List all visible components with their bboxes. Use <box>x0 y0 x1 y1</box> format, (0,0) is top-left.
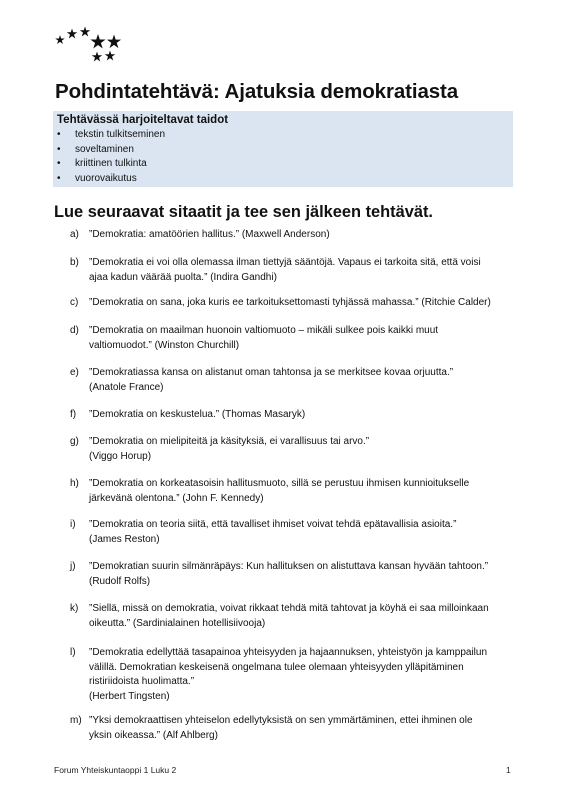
quote-line: ”Siellä, missä on demokratia, voivat rikkaat tehdä mitä tahtovat ja köyhä ei saa milloinkaan <box>89 603 489 614</box>
quote-letter: a) <box>70 229 79 240</box>
quote-line: (Rudolf Rolfs) <box>89 575 151 587</box>
quote-letter: l) <box>70 647 76 658</box>
quote-letter: h) <box>70 478 79 489</box>
skills-box <box>53 111 513 187</box>
bullet-icon: • <box>57 172 61 184</box>
page-number: 1 <box>506 765 511 775</box>
quote-line: ”Demokratia edellyttää tasapainoa yhteisyyden ja hajaannuksen, yhteistyön ja kamppailun <box>89 647 488 658</box>
quote-letter: k) <box>70 603 79 614</box>
quote-letter: g) <box>70 436 79 447</box>
quote-item <box>70 296 549 311</box>
footer-source: Forum Yhteiskuntaoppi 1 Luku 2 <box>54 765 177 775</box>
quote-line: ”Demokratiassa kansa on alistanut oman tahtonsa ja se merkitsee kovaa orjuutta.” <box>89 367 454 378</box>
quote-item <box>70 518 549 547</box>
quote-letter: d) <box>70 325 79 336</box>
skills-list-item: • vuorovaikutus <box>57 172 509 187</box>
skills-list <box>57 128 509 186</box>
skills-list-item: • tekstin tulkitseminen <box>57 128 509 143</box>
quote-letter: m) <box>70 715 82 726</box>
quote-letter: j) <box>70 561 76 572</box>
quote-item <box>70 714 549 743</box>
quote-item <box>70 408 549 423</box>
page-title: Pohdintatehtävä: Ajatuksia demokratiasta <box>55 80 459 103</box>
quote-letter: f) <box>70 409 77 420</box>
quote-letter: e) <box>70 367 79 378</box>
quote-line: (Anatole France) <box>89 381 164 393</box>
quote-line: ristiriidoista huolimatta.” <box>89 676 195 688</box>
quote-line: (Herbert Tingsten) <box>89 690 170 702</box>
quote-line: ”Demokratia on teoria siitä, että tavalliset ihmiset voivat tehdä epätavallisia asioita.” <box>89 519 457 530</box>
quote-item <box>70 228 549 243</box>
quote-line: ”Demokratia on mielipiteitä ja käsityksiä, ei varallisuus tai arvo.” <box>89 436 370 447</box>
quote-item <box>70 477 549 506</box>
quote-item <box>70 602 549 631</box>
skills-list-item: • soveltaminen <box>57 143 509 158</box>
quote-letter: c) <box>70 297 79 308</box>
quote-item <box>70 435 549 464</box>
quote-line: oikeutta.” (Sardinialainen hotellisiivooja) <box>89 617 266 629</box>
quote-line: valtiomuodot.” (Winston Churchill) <box>89 339 240 351</box>
quote-line: ”Demokratia on korkeatasoisin hallitusmuoto, sillä se perustuu ihmisen kunnioitukselle <box>89 478 470 489</box>
quote-line: ”Yksi demokraattisen yhteiselon edellytyksistä on sen ymmärtäminen, ettei ihminen ole <box>89 715 473 726</box>
bullet-icon: • <box>57 129 61 140</box>
quote-item <box>70 324 549 353</box>
instructions-heading: Lue seuraavat sitaatit ja tee sen jälkeen tehtävät. <box>54 203 433 221</box>
quote-line: välillä. Demokratian keskeisenä ongelmana tulee olemaan yhteisyyden ylläpitäminen <box>89 661 464 673</box>
quote-line: ajaa kadun väärää puolta.” (Indira Gandhi) <box>89 271 277 283</box>
stars-logo-icon <box>52 26 124 66</box>
quote-line: ”Demokratia on sana, joka kuris ee tarkoituksettomasti tyhjässä mahassa.” (Ritchie Calder) <box>89 297 491 308</box>
skills-heading: Tehtävässä harjoiteltavat taidot <box>57 114 229 126</box>
quote-list <box>70 228 530 748</box>
quote-letter: i) <box>70 519 76 530</box>
bullet-icon: • <box>57 143 61 155</box>
quote-item <box>70 646 549 704</box>
skills-list-item: • kriittinen tulkinta <box>57 157 509 172</box>
quote-line: järkevänä olentona.” (John F. Kennedy) <box>89 492 264 504</box>
quote-line: ”Demokratia ei voi olla olemassa ilman tiettyjä sääntöjä. Vapaus ei tarkoita sitä, että voisi <box>89 257 481 268</box>
quote-item <box>70 366 549 395</box>
quote-line: yksin oikeassa.” (Alf Ahlberg) <box>89 729 218 741</box>
quote-item <box>70 560 549 589</box>
quote-line: (Viggo Horup) <box>89 450 152 462</box>
quote-line: ”Demokratia: amatöörien hallitus.” (Maxwell Anderson) <box>89 229 330 240</box>
quote-letter: b) <box>70 257 79 268</box>
quote-line: ”Demokratia on maailman huonoin valtiomuoto – mikäli sulkee pois kaikki muut <box>89 325 439 336</box>
quote-line: ”Demokratia on keskustelua.” (Thomas Masaryk) <box>89 409 306 420</box>
quote-line: (James Reston) <box>89 533 160 545</box>
quote-line: ”Demokratian suurin silmänräpäys: Kun hallituksen on alistuttava kansan hyvään tahtoon.” <box>89 561 489 572</box>
quote-item <box>70 256 549 285</box>
bullet-icon: • <box>57 158 61 169</box>
